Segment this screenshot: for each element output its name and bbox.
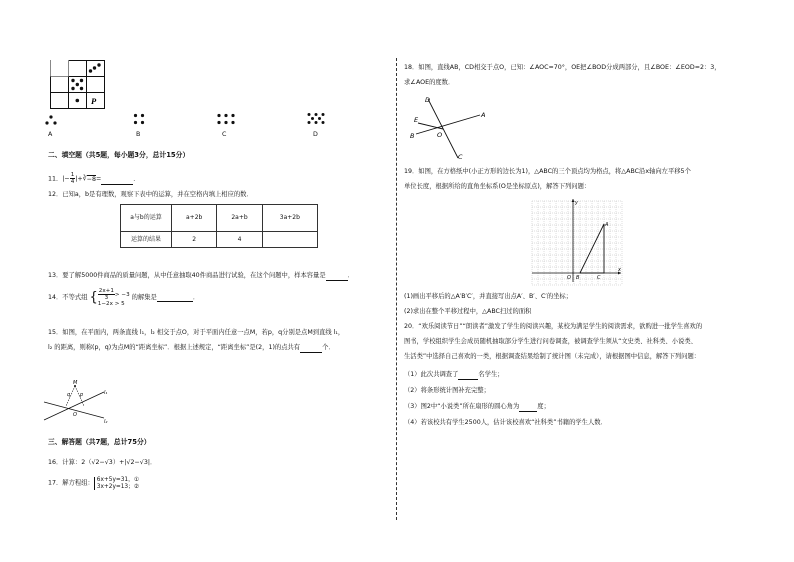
table-header-cell: a与b的运算 xyxy=(121,205,172,232)
fig-label-b: B xyxy=(410,132,415,140)
question-14: 14．不等式组 { $\frac{2x+1}{3}> -3$ 1−2x > 5 的解集是 ． xyxy=(48,288,200,308)
column-divider xyxy=(396,58,397,520)
option-b-figure xyxy=(132,113,146,125)
table-header-cell: a+2b xyxy=(172,205,217,232)
question-15-line1: 15．如图，在平面内，两条直线 l₁，l₂ 相交于点O，对于平面内任意一点M，若p，q分别是点M到直线 l₁， xyxy=(48,329,345,336)
grid-coordinate-figure xyxy=(530,196,624,288)
option-a-figure xyxy=(44,114,58,126)
question-15-line2: l₂ 的距离，则称(p，q)为点M的“距离坐标”．根据上述规定，“距离坐标”是(2，1)的点共有 个． xyxy=(48,344,335,351)
section-2-title: 二、填空题（共5题，每小题3分，总计15分） xyxy=(48,151,190,159)
option-c-figure xyxy=(216,113,236,125)
fig-label-d: D xyxy=(425,96,431,104)
axis-label-y: y xyxy=(575,200,578,206)
answer-blank xyxy=(101,176,133,185)
question-19-sub2: (2)求出在整个平移过程中，△ABC扫过的面积 xyxy=(404,308,532,315)
question-19-sub1: (1)画出平移后的△A′B′C′，并直接写出点A′、B′、C′的坐标； xyxy=(404,293,573,300)
question-16: 16．计算：2（√2−√3）+|√2−√3|． xyxy=(48,459,157,466)
table-cell xyxy=(262,232,317,248)
question-11: 11．|− $\frac{1}{4}|+∛-8=$ ． xyxy=(48,172,140,186)
question-13: 13．要了解5000件商品的质量问题，从中任意抽取40件商品进行试验，在这个问题中，样本容量是 ． xyxy=(48,272,354,279)
table-row-label: 运算的结果 xyxy=(121,232,172,248)
answer-blank xyxy=(157,293,193,302)
question-18-line1: 18．如图，直线AB，CD相交于点O，已知：∠AOC=70°，OE把∠BOD分成两部分，且∠BOE：∠EOD=2：3， xyxy=(404,64,721,71)
option-c-label: C xyxy=(222,131,227,138)
fig-label-o: O xyxy=(73,412,77,418)
option-d-label: D xyxy=(313,131,318,138)
fig-label-l2: l₂ xyxy=(104,419,108,425)
fig-label-a: A xyxy=(481,111,486,119)
question-12-text: 12．已知a，b是有理数，观察下表中的运算，并在空格内填上相应的数． xyxy=(48,191,253,198)
question-18-line2: 求∠AOE的度数． xyxy=(404,79,455,86)
option-b-label: B xyxy=(136,131,141,138)
answer-blank xyxy=(300,344,322,353)
point-label-a: A xyxy=(605,222,609,228)
section-3-title: 三、解答题（共7题，总计75分） xyxy=(48,438,151,446)
point-label-b: B xyxy=(576,275,580,281)
origin-label: O xyxy=(567,275,571,281)
question-20-sub3: （3）图2中“小说类”所在扇形的圆心角为 度； xyxy=(404,403,550,410)
fig-label-l1: l₁ xyxy=(104,390,108,396)
question-20-sub1: （1）此次共调查了 名学生； xyxy=(404,371,504,378)
option-d-figure xyxy=(306,112,326,126)
question-20-line2: 图书，学校组织学生会成员随机抽取部分学生进行问卷调查，被调查学生须从“文史类、社科类、小说类、 xyxy=(404,338,697,345)
table-row xyxy=(121,232,318,248)
fig-label-o: O xyxy=(437,131,443,139)
table-header-cell: 3a+2b xyxy=(262,205,317,232)
fig-label-e: E xyxy=(414,116,419,124)
question-20-sub2: （2）将条形统计图补充完整； xyxy=(404,387,490,394)
grid-p-label: P xyxy=(91,96,97,106)
fig-label-p: p xyxy=(80,392,84,398)
point-label-c: C xyxy=(597,275,601,281)
fig-label-m: M xyxy=(73,380,78,386)
axis-label-x: x xyxy=(618,267,621,273)
question-19-line2: 单位长度，根据所给的直角坐标系(O是坐标原点)，解答下列问题： xyxy=(404,183,591,190)
table-cell: 2 xyxy=(172,232,217,248)
question-17: 17．解方程组： 6x+5y=31，① 3x+2y=13；② xyxy=(48,477,140,490)
answer-blank xyxy=(458,371,478,380)
answer-blank xyxy=(519,403,537,412)
intersecting-lines-figure xyxy=(410,92,490,162)
distance-coordinate-figure xyxy=(42,376,112,428)
answer-blank xyxy=(326,272,348,281)
operation-table xyxy=(120,204,318,248)
table-cell: 4 xyxy=(217,232,262,248)
question-20-line1: 20．“欢乐阅读节日”“朗读者”激发了学生的阅读兴趣，某校为满足学生的阅读需求，欲购进一批学生喜欢的 xyxy=(404,323,703,330)
question-20-line3: 生活类”中选择自己喜欢的一类，根据调查结果绘制了统计图（未完成），请根据图中信息，解答下列问题： xyxy=(404,353,701,360)
table-header-cell: 2a+b xyxy=(217,205,262,232)
option-a-label: A xyxy=(48,131,53,138)
table-header-row xyxy=(121,205,318,232)
question-19-line1: 19．如图，在方格纸中(小正方形的边长为1)，△ABC的三个顶点均为格点，将△ABC沿x轴向左平移5个 xyxy=(404,168,691,175)
fig-label-c: C xyxy=(458,153,463,161)
question-20-sub4: （4）若该校共有学生2500人，估计该校喜欢“社科类”书籍的学生人数． xyxy=(404,419,607,426)
grid-frame xyxy=(50,60,106,110)
fig-label-q: q xyxy=(67,392,71,398)
